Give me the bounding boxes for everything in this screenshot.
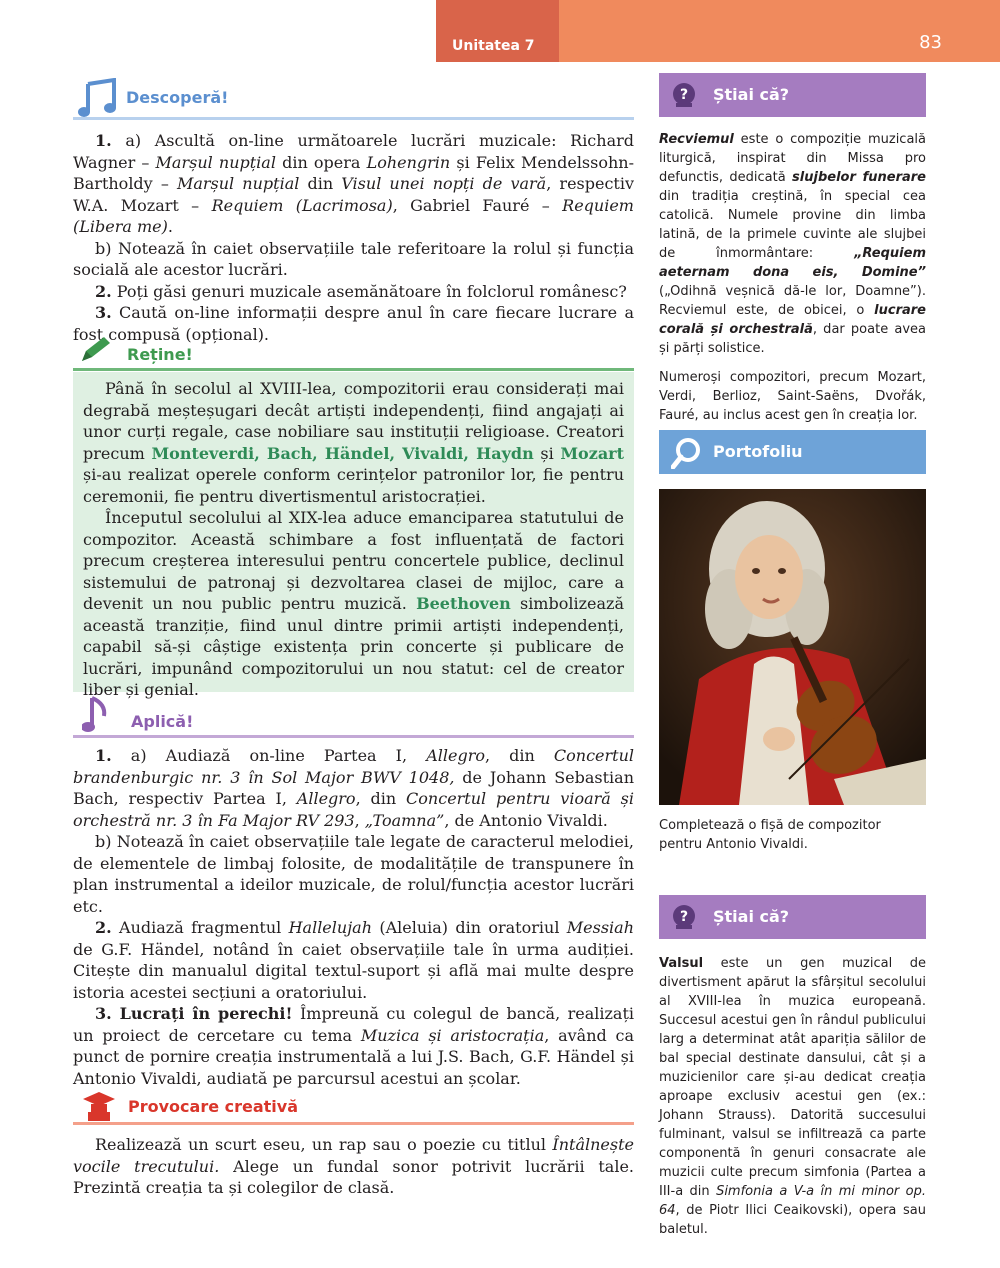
provocare-body <box>73 1134 634 1199</box>
music-note-icon <box>78 78 120 122</box>
section-title-retine: Reține! <box>127 345 193 364</box>
stiai-header-1 <box>659 73 926 117</box>
descopera-item-1: 1. a) Ascultă on-line următoarele lucrări muzicale: Richard Wagner – Marșul nupțial din opera Lohengrin și Felix Mendelssohn-Bartholdy – Marșul nupțial din Visul unei nopți de vară, respectiv W.A. Mozart – Requiem (Lacrimosa), Gabriel Fauré – Requiem (Libera me). <box>73 131 635 236</box>
portofoliu-title: Portofoliu <box>713 442 803 461</box>
section-title-descopera: Descoperă! <box>126 88 229 107</box>
stiai-paragraph-3: Valsul este un gen muzical de divertisment apărut la sfârșitul secolului al XVIII-lea în muzica europeană. Succesul acestui gen în rândul publicului larg a determinat atât apariția sălilor de bal special destinate dansului, cât și a muzicienilor care și-au dedicat creația aproape exclusiv acestui gen (ex.: Johann Strauss). Datorită succesului fulminant, valsul se infiltrează ca parte componentă în genuri consacrate ale muzicii culte precum simfonia (Partea a III-a din Simfonia a V-a în mi minor op. 64, de Piotr Ilici Ceaikovski), opera sau baletul. <box>659 956 926 1237</box>
aplica-item-1: 1. a) Audiază on-line Partea I, Allegro, din Concertul brandenburgic nr. 3 în Sol Major BWV 1048, de Johann Sebastian Bach, respectiv Partea I, Allegro, din Concertul pentru vioară și orchestră nr. 3 în Fa Major RV 293, „Toamna”, de Antonio Vivaldi. <box>73 746 635 830</box>
stiai-paragraph-1: Recviemul este o compoziție muzicală liturgică, inspirat din Missa pro defunctis, dedicată slujbelor funerare din tradiția creștină, în special cea catolică. Numele provine din limba latină, de la primele cuvinte ale slujbei de înmormântare: „Requiem aeternam dona eis, Domine” („Odihnă veșnică dă-le lor, Doamne”). Recviemul este, de obicei, o lucrare corală și orchestrală, dar poate avea și părți solistice. <box>659 132 927 356</box>
page-number: 83 <box>919 32 942 53</box>
vivaldi-portrait <box>659 489 926 805</box>
stiai-body-2 <box>659 954 926 1249</box>
retine-paragraph-2: Începutul secolului al XIX-lea aduce emanciparea statutului de compozitor. Această schimbare a fost influențată de factori precum creșterea interesului pentru concertele publice, declinul sistemului de patronaj și dezvoltarea clasei de mijloc, care a devenit un nou public pentru muzică. Beethoven simbolizează această tranziție, fiind unul dintre primii artiști independenți, capabil să-și câștige existența prin concerte și publicare de lucrări, impunând compozitorului un nou statut: cel de creator liber și genial. <box>83 508 624 699</box>
eighth-note-icon <box>82 696 112 738</box>
question-bubble-icon <box>671 82 697 112</box>
aplica-item-3: 3. Lucrați în perechi! Împreună cu colegul de bancă, realizați un proiect de cercetare cu tema Muzica și aristocrația, având ca punct de pornire creația instrumentală a lui J.S. Bach, G.F. Händel și Antonio Vivaldi, audiată pe parcursul acestui an școlar. <box>73 1004 635 1088</box>
stiai-title-2: Știai că? <box>713 907 790 926</box>
descopera-item-3: 3. Caută on-line informații despre anul în care fiecare lucrare a fost compusă (opțional). <box>73 303 634 344</box>
retine-box <box>73 372 634 699</box>
question-bubble-icon <box>671 904 697 934</box>
aplica-item-1b: b) Notează în caiet observațiile tale legate de caracterul melodiei, de elementele de limbaj folosite, de modalitățile de transpunere în plan instrumental a ideilor muzicale, de rolul/funcția acestor lucrări etc. <box>73 832 634 916</box>
provocare-rule <box>73 1122 634 1125</box>
aplica-body <box>73 745 634 1089</box>
descopera-item-2: 2. Poți găsi genuri muzicale asemănătoare în folclorul românesc? <box>95 281 627 301</box>
stiai-paragraph-2: Numeroși compozitori, precum Mozart, Verdi, Berlioz, Saint-Saëns, Dvořák, Fauré, au inclus acest gen în creația lor. <box>659 370 926 423</box>
provocare-paragraph: Realizează un scurt eseu, un rap sau o poezie cu titlul Întâlnește vocile trecutului. Alege un fundal sonor potrivit lucrării tale. Prezintă creația ta și colegilor de clasă. <box>73 1135 635 1197</box>
svg-text:?: ? <box>679 87 689 103</box>
retine-paragraph-1: Până în secolul al XVIII-lea, compozitorii erau considerați mai degrabă meșteșugari decât artiști independenți, fiind angajați ai unor curți regale, case nobiliare sau instituții religioase. Creatori precum Monteverdi, Bach, Händel, Vivaldi, Haydn și Mozart și-au realizat operele conform cerințelor patronilor lor, fie pentru ceremonii, fie pentru divertismentul aristocrației. <box>83 379 624 506</box>
pencil-icon <box>78 335 112 369</box>
descopera-body <box>73 130 634 345</box>
stiai-body-1 <box>659 130 926 435</box>
descopera-rule <box>73 117 634 120</box>
stiai-title-1: Știai că? <box>713 85 790 104</box>
unit-label: Unitatea 7 <box>436 0 559 62</box>
descopera-item-1b: b) Notează în caiet observațiile tale referitoare la rolul și funcția socială ale acestor lucrări. <box>73 238 634 279</box>
aplica-item-2: 2. Audiază fragmentul Hallelujah (Aleluia) din oratoriul Messiah de G.F. Händel, notând în caiet observațiile tale în urma audiției. Citește din manualul digital textul-suport și află mai multe despre istoria acestei secțiuni a oratoriului. <box>73 918 634 1002</box>
stiai-header-2 <box>659 895 926 939</box>
retine-rule <box>73 368 634 371</box>
graduate-icon <box>82 1090 116 1126</box>
portofoliu-caption: Completează o fișă de compozitor pentru Antonio Vivaldi. <box>659 818 881 852</box>
section-title-aplica: Aplică! <box>131 712 194 731</box>
section-title-provocare: Provocare creativă <box>128 1097 299 1116</box>
svg-text:?: ? <box>679 909 689 925</box>
portofoliu-header <box>659 430 926 474</box>
magnifier-icon <box>671 437 703 473</box>
aplica-rule <box>73 735 634 738</box>
